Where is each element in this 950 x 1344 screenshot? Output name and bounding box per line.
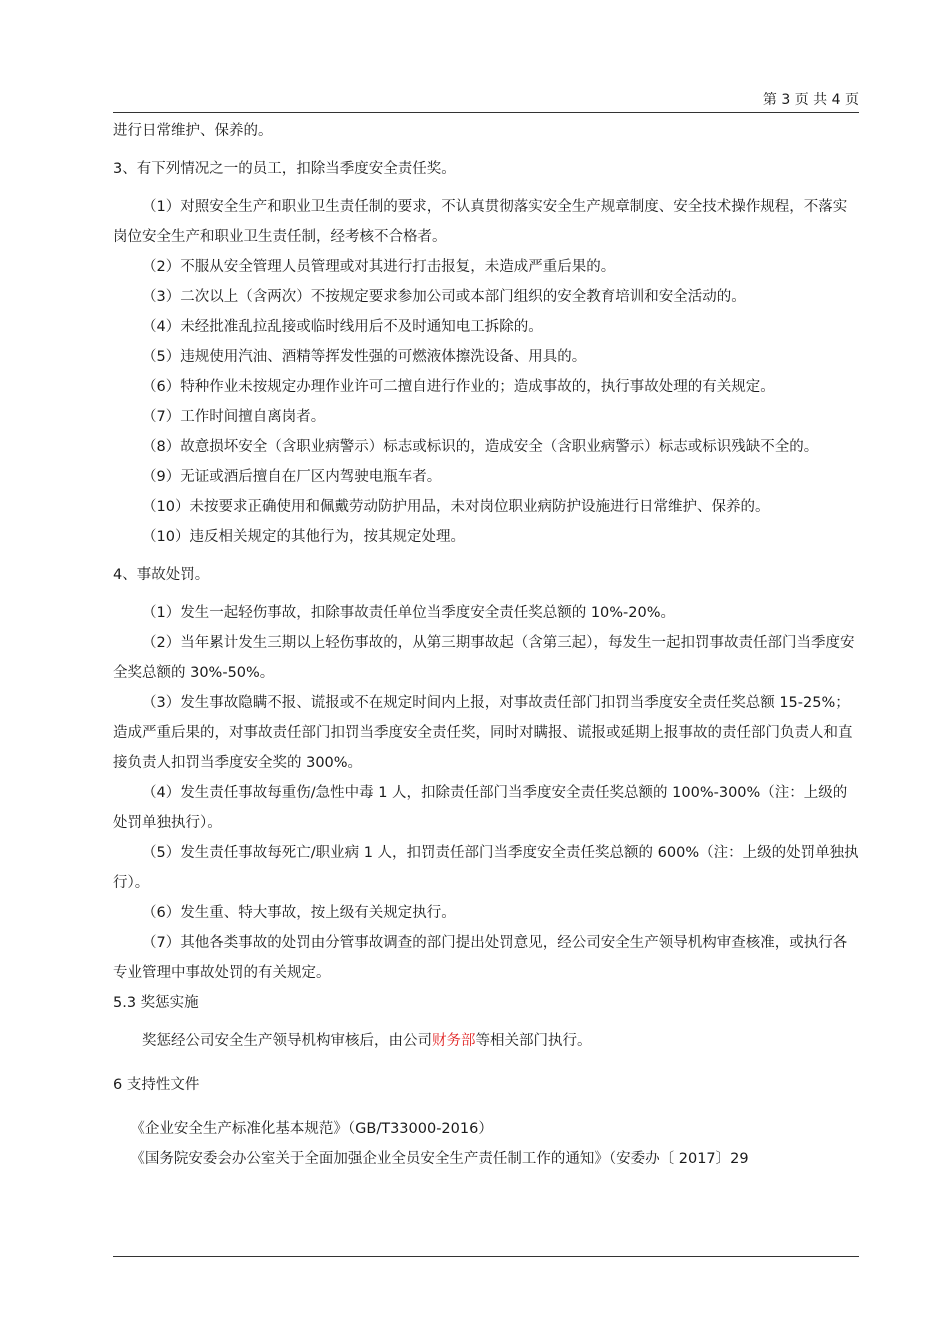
- list-item: （3）二次以上（含两次）不按规定要求参加公司或本部门组织的安全教育培训和安全活动的。: [142, 289, 746, 305]
- list-item: （10）违反相关规定的其他行为，按其规定处理。: [142, 529, 465, 545]
- reference-item: 《企业安全生产标准化基本规范》（GB/T33000-2016）: [130, 1121, 493, 1137]
- list-item: （2）不服从安全管理人员管理或对其进行打击报复，未造成严重后果的。: [142, 259, 616, 275]
- document-body: [113, 116, 861, 1174]
- text-span: 奖惩经公司安全生产领导机构审核后，由公司: [142, 1033, 432, 1049]
- list-item: （6）发生重、特大事故，按上级有关规定执行。: [142, 905, 456, 921]
- section-heading: 5.3 奖惩实施: [113, 995, 199, 1011]
- paragraph: [113, 1026, 861, 1056]
- list-item: （2）当年累计发生三期以上轻伤事故的，从第三期事故起（含第三起），每发生一起扣罚事故责任部门当季度安全奖总额的 30%-50%。: [113, 635, 855, 681]
- reference-item: 《国务院安委会办公室关于全面加强企业全员安全生产责任制工作的通知》（安委办〔 2017〕29: [130, 1151, 749, 1167]
- section-heading: 4、事故处罚。: [113, 567, 210, 583]
- list-item: （4）未经批准乱拉乱接或临时线用后不及时通知电工拆除的。: [142, 319, 543, 335]
- list-item: （4）发生责任事故每重伤/急性中毒 1 人，扣除责任部门当季度安全责任奖总额的 100%-300%（注：上级的处罚单独执行）。: [113, 785, 848, 831]
- list-item: （9）无证或酒后擅自在厂区内驾驶电瓶车者。: [142, 469, 442, 485]
- list-item: （8）故意损坏安全（含职业病警示）标志或标识的，造成安全（含职业病警示）标志或标识残缺不全的。: [142, 439, 819, 455]
- paragraph: 进行日常维护、保养的。: [113, 123, 273, 139]
- text-span: 等相关部门执行。: [475, 1033, 592, 1049]
- section-heading: 6 支持性文件: [113, 1077, 200, 1093]
- list-item: （1）对照安全生产和职业卫生责任制的要求，不认真贯彻落实安全生产规章制度、安全技术操作规程，不落实岗位安全生产和职业卫生责任制，经考核不合格者。: [113, 199, 848, 245]
- list-item: （7）其他各类事故的处罚由分管事故调查的部门提出处罚意见，经公司安全生产领导机构审查核准，或执行各专业管理中事故处罚的有关规定。: [113, 935, 848, 981]
- list-item: （1）发生一起轻伤事故，扣除事故责任单位当季度安全责任奖总额的 10%-20%。: [142, 605, 676, 621]
- page-number-header: 第 3 页 共 4 页: [762, 92, 859, 108]
- list-item: （7）工作时间擅自离岗者。: [142, 409, 326, 425]
- list-item: （3）发生事故隐瞒不报、谎报或不在规定时间内上报，对事故责任部门扣罚当季度安全责任奖总额 15-25%；造成严重后果的，对事故责任部门扣罚当季度安全责任奖，同时对瞒报、谎报或延期上报事故的责任部门负责人和直接负责人扣罚当季度安全奖的 300%。: [113, 695, 853, 771]
- footer-divider: [113, 1256, 859, 1257]
- highlighted-text: 财务部: [432, 1033, 476, 1049]
- list-item: （6）特种作业未按规定办理作业许可二擅自进行作业的；造成事故的，执行事故处理的有关规定。: [142, 379, 775, 395]
- list-item: （5）发生责任事故每死亡/职业病 1 人，扣罚责任部门当季度安全责任奖总额的 600%（注：上级的处罚单独执行）。: [113, 845, 859, 891]
- list-item: （10）未按要求正确使用和佩戴劳动防护用品，未对岗位职业病防护设施进行日常维护、保养的。: [142, 499, 770, 515]
- section-heading: 3、有下列情况之一的员工，扣除当季度安全责任奖。: [113, 161, 456, 177]
- list-item: （5）违规使用汽油、酒精等挥发性强的可燃液体擦洗设备、用具的。: [142, 349, 587, 365]
- header-divider: [113, 112, 859, 113]
